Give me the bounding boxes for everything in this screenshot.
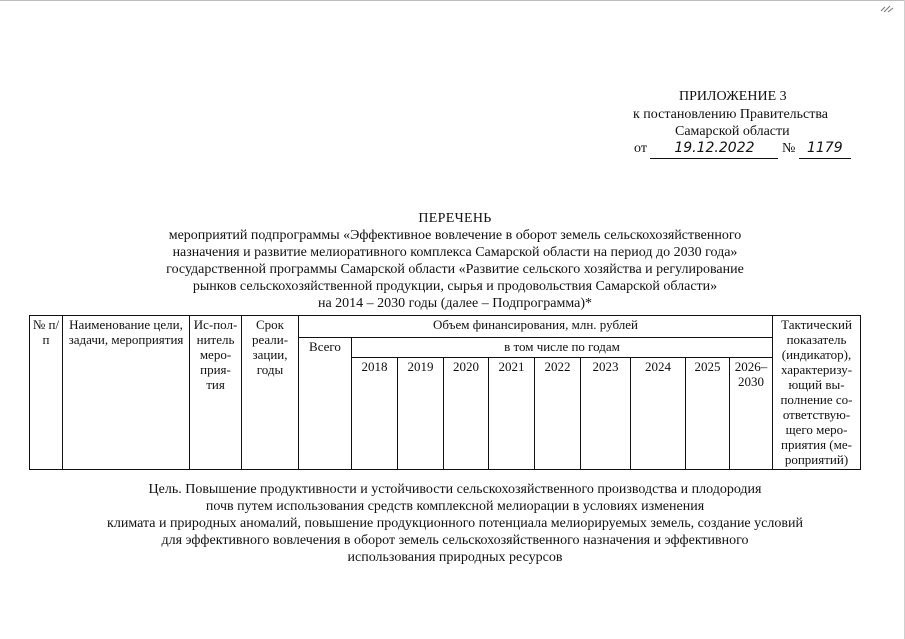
header-funding: Объем финансирования, млн. рублей (299, 316, 773, 338)
header-year: 2020 (444, 358, 489, 470)
goal-text (40, 481, 870, 566)
title-line: государственной программы Самарской области «Развитие сельского хозяйства и регулирование (166, 262, 744, 277)
goal-line: для эффективного вовлечения в оборот земель сельскохозяйственного назначения и эффективного (161, 533, 749, 548)
appendix-title: ПРИЛОЖЕНИЕ 3 (679, 89, 787, 104)
header-by-years: в том числе по годам (352, 338, 773, 358)
handwritten-date: 19.12.2022 (650, 139, 778, 159)
date-label: от (634, 141, 647, 156)
document-title (60, 210, 850, 312)
handwritten-number: 1179 (799, 139, 851, 159)
goal-line: климата и природных аномалий, повышение продукционного потенциала мелиорируемых земель, создание условий (107, 516, 803, 531)
title-line: рынков сельскохозяйственной продукции, сырья и продовольствия Самарской области» (192, 279, 718, 294)
header-term: Срок реали-зации, годы (242, 316, 299, 470)
scan-mark-icon (879, 4, 895, 14)
header-number: № п/п (30, 316, 63, 470)
goal-line: использования природных ресурсов (347, 550, 563, 565)
measures-table (29, 315, 861, 470)
header-total: Всего (299, 338, 352, 470)
number-label: № (781, 141, 796, 156)
goal-line: Цель. Повышение продуктивности и устойчивости сельскохозяйственного производства и плодородия (148, 482, 762, 497)
title-heading: ПЕРЕЧЕНЬ (418, 211, 492, 226)
goal-line: почв путем использования средств комплексной мелиорации в условиях изменения (205, 499, 705, 514)
title-line: мероприятий подпрограммы «Эффективное вовлечение в оборот земель сельскохозяйственного (168, 228, 742, 243)
appendix-resolution: к постановлению Правительства (633, 107, 829, 122)
page-top-edge (0, 0, 905, 1)
appendix-region: Самарской области (675, 124, 790, 139)
header-name: Наименование цели, задачи, мероприятия (63, 316, 190, 470)
header-year: 2022 (535, 358, 581, 470)
header-year: 2025 (686, 358, 730, 470)
header-executor: Ис-пол-нитель меро-прия-тия (190, 316, 242, 470)
header-year: 2018 (352, 358, 398, 470)
header-year: 2019 (398, 358, 444, 470)
title-line: на 2014 – 2030 годы (далее – Подпрограмма)* (317, 296, 593, 311)
header-year: 2023 (581, 358, 631, 470)
header-year: 2026–2030 (730, 358, 773, 470)
header-year: 2021 (489, 358, 535, 470)
header-year: 2024 (631, 358, 686, 470)
appendix-date-line (634, 139, 851, 159)
title-line: назначения и развитие мелиоративного комплекса Самарской области на период до 2030 года» (172, 245, 738, 260)
header-indicator: Тактический показатель (индикатор), характеризу-ющий вы-полнение со-ответствую-щего меро-приятия (ме-роприятий) (773, 316, 861, 470)
